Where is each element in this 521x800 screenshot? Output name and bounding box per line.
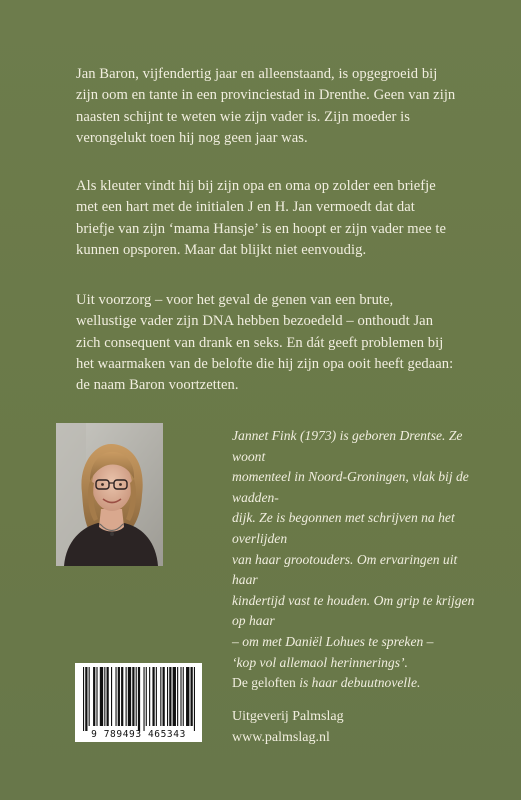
barcode-bar <box>104 667 105 726</box>
author-bio-line: ‘kop vol allemaol herinnerings’. <box>232 654 408 670</box>
isbn-number: 9 789493 465343 <box>91 729 186 740</box>
author-bio-line: – om met Daniël Lohues te spreken – <box>232 633 434 649</box>
barcode-bar <box>173 667 176 726</box>
barcode-bar <box>138 667 140 731</box>
author-bio-line: dijk. Ze is begonnen met schrijven na het overlijden <box>232 510 455 546</box>
barcode-bar <box>128 667 131 726</box>
blurb-paragraph-3: Uit voorzorg – voor het geval de genen van een brute, wellustige vader zijn DNA hebben bezoedeld – onthoudt Jan zich consequent van drank en seks. En dát geeft problemen bij het waarmaken van de belofte die hij zijn opa ooit heeft gedaan: de naam Baron voortzetten. <box>76 292 454 394</box>
author-bio-last-line <box>232 673 482 694</box>
barcode-bar <box>194 667 195 731</box>
barcode-bar <box>132 667 134 726</box>
barcode-bar <box>107 667 109 726</box>
barcode-bar <box>180 667 181 726</box>
author-photo <box>56 423 163 566</box>
barcode-bar <box>100 667 103 726</box>
barcode-bar <box>160 667 161 726</box>
barcode-bar <box>183 667 184 726</box>
barcode-bar <box>186 667 189 726</box>
barcode-bar <box>83 667 84 731</box>
barcode-bar <box>191 667 193 726</box>
author-bio-line: Jannet Fink (1973) is geboren Drentse. Ze woont <box>232 428 463 464</box>
author-bio-line: kindertijd vast te houden. Om grip te krijgen op haar <box>232 592 475 629</box>
barcode-bar <box>115 667 116 726</box>
barcode-bar <box>149 667 150 726</box>
publisher-website[interactable]: www.palmslag.nl <box>232 730 330 745</box>
author-bio-line: momenteel in Noord-Groningen, vlak bij de wadden- <box>232 469 469 505</box>
barcode-bar <box>111 667 112 726</box>
barcode-bar <box>121 667 123 726</box>
author-bio <box>232 426 482 694</box>
publisher-info <box>232 706 344 748</box>
isbn-barcode <box>75 663 202 742</box>
barcode-bar <box>89 667 90 726</box>
publisher-name: Uitgeverij Palmslag <box>232 709 344 724</box>
barcode-bar <box>163 667 165 726</box>
book-title: De geloften <box>232 675 296 691</box>
barcode-bar <box>169 667 171 726</box>
blurb-paragraph-1: Jan Baron, vijfendertig jaar en alleenstaand, is opgegroeid bij zijn oom en tante in een provinciestad in Drenthe. Geen van zijn naasten schijnt te weten wie zijn vader is. Zijn moeder is verongelukt toen hij nog geen jaar was. <box>76 66 456 146</box>
barcode-bar <box>156 667 157 726</box>
barcode-bar <box>85 667 87 731</box>
barcode-bar <box>126 667 127 726</box>
barcode-bar <box>152 667 154 726</box>
author-bio-line: van haar grootouders. Om ervaringen uit haar <box>232 551 458 588</box>
barcode-bar <box>96 667 97 726</box>
barcode-bar <box>136 667 137 726</box>
barcode-bar <box>177 667 178 726</box>
barcode-bar <box>143 667 144 731</box>
blurb-paragraph-2: Als kleuter vindt hij bij zijn opa en oma op zolder een briefje met een hart met de initialen J en H. Jan vermoedt dat dat briefje van zijn ‘mama Hansje’ is en hoopt er zijn vader mee te kunnen opsporen. Maar dat blijkt niet eenvoudig. <box>76 178 447 258</box>
barcode-bar <box>93 667 95 726</box>
barcode-bar <box>146 667 147 726</box>
barcode-bar <box>167 667 168 726</box>
author-bio-last-line-text: is haar debuutnovelle. <box>295 675 421 691</box>
barcode-bar <box>118 667 120 726</box>
